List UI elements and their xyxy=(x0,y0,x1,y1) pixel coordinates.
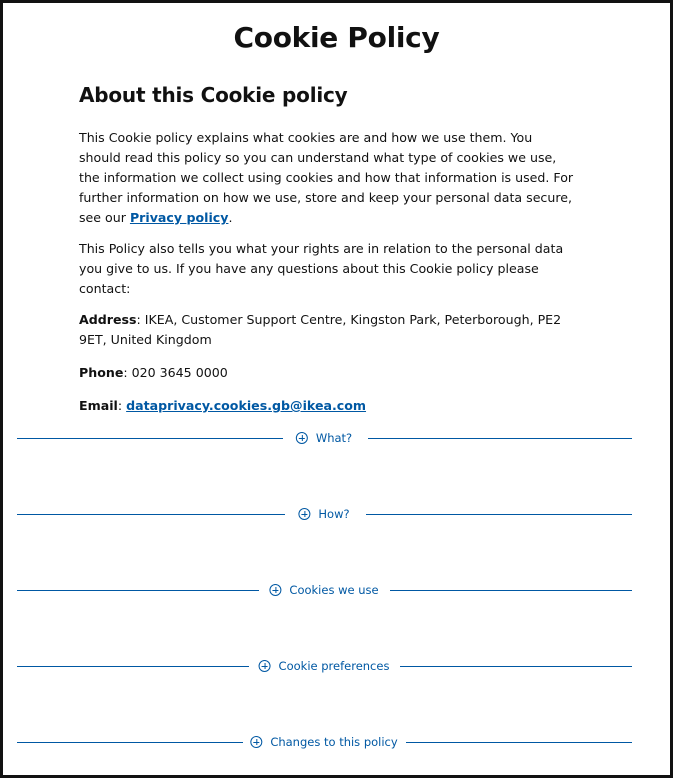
divider-line xyxy=(17,514,285,515)
accordion-toggle-changes-to-policy[interactable] xyxy=(250,732,397,752)
about-section xyxy=(79,79,574,427)
accordion-toggle-cookie-preferences[interactable] xyxy=(259,656,390,676)
email-paragraph xyxy=(79,396,574,416)
plus-circle-icon xyxy=(259,660,271,672)
accordion-row-cookies-we-use xyxy=(17,580,632,600)
intro-paragraph xyxy=(79,128,574,228)
divider-line xyxy=(17,590,259,591)
intro-end: . xyxy=(228,210,233,225)
rights-paragraph: This Policy also tells you what your rights are in relation to the personal data you give to us. If you have any questions about this Cookie policy please contact: xyxy=(79,241,564,296)
accordion-toggle-how[interactable] xyxy=(298,504,349,524)
divider-line xyxy=(390,590,632,591)
divider-line xyxy=(17,438,283,439)
phone-paragraph xyxy=(79,363,574,383)
accordion-label: Changes to this policy xyxy=(270,735,398,749)
plus-circle-icon xyxy=(296,432,308,444)
privacy-policy-link[interactable]: Privacy policy xyxy=(129,210,229,225)
plus-circle-icon xyxy=(298,508,310,520)
phone-label: Phone xyxy=(79,365,124,380)
accordion-toggle-what[interactable] xyxy=(296,428,352,448)
email-label: Email xyxy=(79,398,118,413)
plus-circle-icon xyxy=(269,584,281,596)
phone-value: : 020 3645 0000 xyxy=(123,365,228,380)
address-value: : IKEA, Customer Support Centre, Kingston Park, Peterborough, PE2 9ET, United Kingdom xyxy=(79,312,562,347)
accordion-label: Cookies we use xyxy=(289,583,379,597)
accordion-row-changes-to-policy xyxy=(17,732,632,752)
email-link[interactable]: dataprivacy.cookies.gb@ikea.com xyxy=(126,398,367,413)
section-heading: About this Cookie policy xyxy=(79,83,348,107)
intro-text: This Cookie policy explains what cookies are and how we use them. You should read this policy so you can understand what type of cookies we use, the information we collect using cookies and how that information is used. For further information on how we use, store and keep your personal data secure, see our xyxy=(79,130,574,225)
email-separator: : xyxy=(117,398,127,413)
accordion-label: How? xyxy=(318,507,350,521)
accordion-label: What? xyxy=(315,431,353,445)
plus-circle-icon xyxy=(250,736,262,748)
address-label: Address xyxy=(79,312,137,327)
divider-line xyxy=(17,742,243,743)
accordion-row-cookie-preferences xyxy=(17,656,632,676)
divider-line xyxy=(17,666,249,667)
address-paragraph xyxy=(79,310,574,350)
divider-line xyxy=(400,666,632,667)
accordion-toggle-cookies-we-use[interactable] xyxy=(269,580,378,600)
accordion-label: Cookie preferences xyxy=(278,659,390,673)
divider-line xyxy=(366,514,632,515)
divider-line xyxy=(406,742,632,743)
page-title: Cookie Policy xyxy=(233,21,440,54)
accordion-row-how xyxy=(17,504,632,524)
divider-line xyxy=(368,438,632,439)
accordion-row-what xyxy=(17,428,632,448)
